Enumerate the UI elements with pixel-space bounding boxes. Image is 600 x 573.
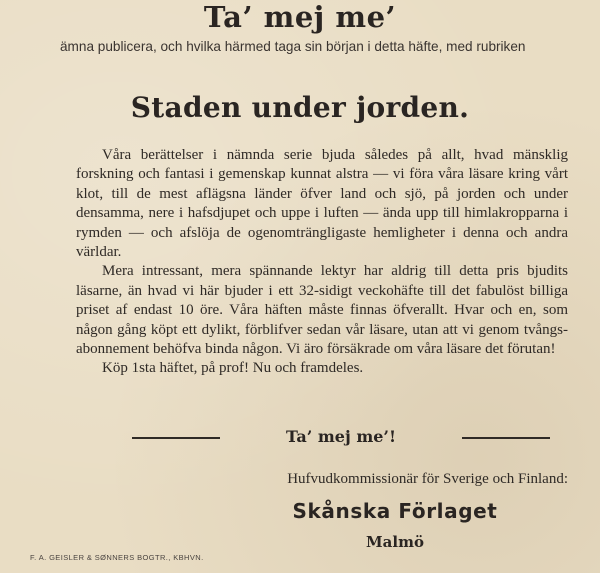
commission-text: Hufvudkommissionär för Sverige och Finland: <box>287 471 568 487</box>
paragraph-1: Våra berättelser i nämnda serie bjuda således på allt, hvad mänsklig forskning och fantasi i gemenskap kunnat alstra — vi föra våra läsare kring vårt klot, till de mest aflägsna länder öfver land och sjö, på jorden och under densamma, nere i hafsdjupet och uppe i luften — ända upp till himlakropparna i rymden — och afslöja de ogenomträngligaste hemligheter i denna och andra världar. <box>76 147 568 261</box>
intro-text: ämna publicera, och hvilka härmed taga sin början i detta häfte, med rubriken <box>60 39 526 54</box>
paragraph-2: Mera intressant, mera spännande lektyr har aldrig till detta pris bjudits läsarne, än hvad vi här bjuder i ett 32-sidigt veckohäfte till det fabulöst billiga priset af endast 10 öre. Våra häften måste finnas öfverallt. Hvar och en, som någon gång köpt ett dylikt, förblifver sedan vår läsare, utan att vi genom tvångs-abonnement behöfva binda någon. Vi äro försäkrade om våra läsare det förutan! <box>76 263 568 358</box>
publisher-name: Skånska Förlaget <box>292 499 498 523</box>
paragraph-3: Köp 1sta häftet, på prof! Nu och framdeles. <box>102 360 364 377</box>
publisher-city: Malmö <box>366 533 424 551</box>
printer-imprint: F. A. GEISLER & SØNNERS BOGTR., KBHVN. <box>30 553 204 562</box>
divider <box>132 427 550 447</box>
body-text <box>76 146 568 379</box>
divider-rule-right <box>462 437 550 439</box>
headline: Ta’ mej me’ <box>203 0 397 34</box>
subtitle: Staden under jorden. <box>130 91 470 124</box>
divider-label: Ta’ mej me’! <box>285 427 397 446</box>
